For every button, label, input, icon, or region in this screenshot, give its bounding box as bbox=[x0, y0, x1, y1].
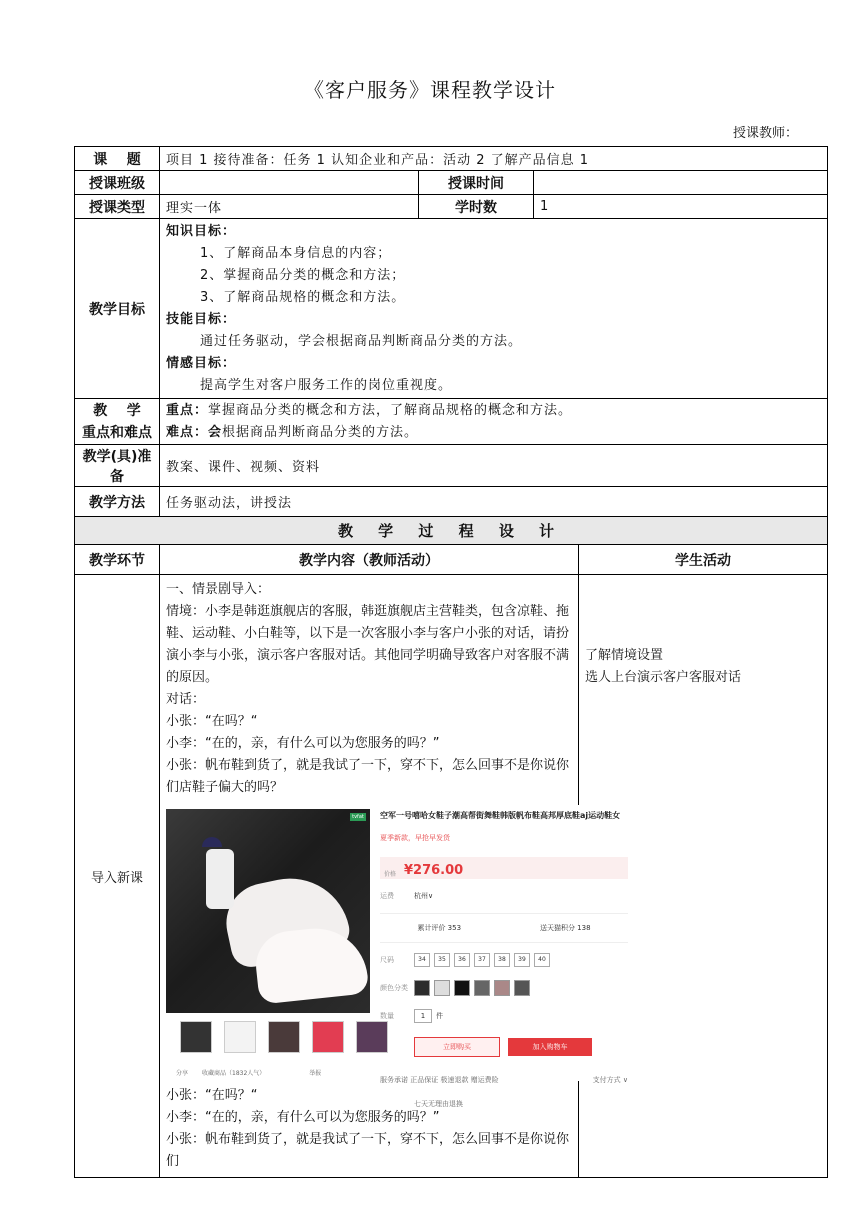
lesson-table bbox=[74, 146, 828, 1178]
share-link[interactable]: 分享 bbox=[176, 1070, 189, 1077]
content-line: 小李：“在的，亲，有什么可以为您服务的吗？” bbox=[166, 736, 440, 751]
product-main-image: tvfat bbox=[166, 809, 370, 1013]
topic-value: 项目 1 接待准备：任务 1 认知企业和产品：活动 2 了解产品信息 1 bbox=[160, 147, 828, 171]
favorite-link[interactable]: 收藏商品（1832人气） bbox=[202, 1070, 266, 1077]
skill-head: 技能目标： bbox=[166, 312, 237, 327]
col-student-header: 学生活动 bbox=[579, 545, 828, 575]
student-line: 了解情境设置 bbox=[585, 648, 664, 663]
class-label: 授课班级 bbox=[75, 171, 160, 195]
knowledge-head: 知识目标： bbox=[166, 224, 237, 239]
size-label: 尺码 bbox=[380, 956, 394, 964]
knowledge-item: 1、了解商品本身信息的内容； bbox=[200, 246, 392, 261]
color-swatch[interactable] bbox=[494, 980, 510, 996]
emotion-head: 情感目标： bbox=[166, 356, 237, 371]
color-swatch[interactable] bbox=[434, 980, 450, 996]
hours-value: 1 bbox=[534, 195, 828, 219]
size-option[interactable]: 39 bbox=[514, 953, 530, 967]
class-value bbox=[160, 171, 419, 195]
key-head: 重点： bbox=[166, 402, 209, 418]
type-value: 理实一体 bbox=[160, 195, 419, 219]
key-label-line2: 重点和难点 bbox=[82, 424, 152, 441]
content-line: 小张：“在吗？“ bbox=[166, 1088, 258, 1103]
col-stage-header: 教学环节 bbox=[75, 545, 160, 575]
content-line: 一、情景剧导入： bbox=[166, 582, 271, 597]
topic-label: 课 题 bbox=[75, 147, 160, 171]
product-price: ¥276.00 bbox=[404, 863, 464, 878]
key-points-label bbox=[75, 399, 160, 445]
time-value bbox=[534, 171, 828, 195]
payment-method[interactable]: 支付方式 ∨ bbox=[592, 1076, 628, 1084]
time-label: 授课时间 bbox=[419, 171, 534, 195]
skill-text: 通过任务驱动，学会根据商品判断商品分类的方法。 bbox=[200, 334, 523, 349]
price-label: 价格 bbox=[384, 871, 397, 878]
size-option[interactable]: 40 bbox=[534, 953, 550, 967]
product-promo: 夏季新款，早抢早发货 bbox=[380, 834, 450, 842]
size-option[interactable]: 38 bbox=[494, 953, 510, 967]
key-text: 掌握商品分类的概念和方法，了解商品规格的概念和方法。 bbox=[208, 402, 573, 418]
type-label: 授课类型 bbox=[75, 195, 160, 219]
content-line: 对话： bbox=[166, 692, 206, 707]
service-promise: 服务承诺 正品保证 极速退款 赠运费险 bbox=[380, 1076, 499, 1084]
hours-label: 学时数 bbox=[419, 195, 534, 219]
color-swatch[interactable] bbox=[474, 980, 490, 996]
product-thumbnails[interactable] bbox=[180, 1021, 388, 1053]
method-value: 任务驱动法，讲授法 bbox=[160, 487, 828, 517]
product-name: 空军一号嘻哈女鞋子潮高帮街舞鞋韩版帆布鞋高邦厚底鞋aj运动鞋女 bbox=[380, 811, 621, 820]
buy-now-button[interactable]: 立即购买 bbox=[414, 1037, 500, 1057]
review-count: 累计评价 353 bbox=[417, 924, 462, 932]
goals-content bbox=[160, 219, 828, 399]
knowledge-item: 2、掌握商品分类的概念和方法； bbox=[200, 268, 406, 283]
student-line: 选人上台演示客户客服对话 bbox=[585, 670, 742, 685]
color-swatch[interactable] bbox=[514, 980, 530, 996]
product-detail-panel bbox=[380, 805, 628, 1108]
ship-label: 运费 bbox=[380, 892, 394, 900]
ship-value[interactable]: 杭州∨ bbox=[414, 892, 434, 900]
knowledge-item: 3、了解商品规格的概念和方法。 bbox=[200, 290, 406, 305]
content-line: 小张：帆布鞋到货了，就是我试了一下，穿不下，怎么回事不是你说你们 bbox=[166, 1132, 570, 1169]
content-line: 小张：“在吗？“ bbox=[166, 714, 258, 729]
report-link[interactable]: 举报 bbox=[309, 1070, 322, 1077]
points-info: 送天猫积分 138 bbox=[539, 924, 591, 932]
key-label-line1: 教 学 bbox=[93, 402, 141, 419]
diff-text: 根据商品判断商品分类的方法。 bbox=[222, 424, 419, 440]
return-policy: 七天无理由退换 bbox=[414, 1100, 463, 1108]
teacher-label: 授课教师： bbox=[732, 126, 798, 141]
page-title: 《客户服务》课程教学设计 bbox=[304, 78, 556, 102]
prep-label: 教学(具)准备 bbox=[75, 445, 160, 487]
size-option[interactable]: 34 bbox=[414, 953, 430, 967]
color-label: 颜色分类 bbox=[380, 984, 408, 992]
content-line: 情境：小李是韩逛旗舰店的客服，韩逛旗舰店主营鞋类，包含凉鞋、拖鞋、运动鞋、小白鞋等，以下是一次客服小李与客户小张的对话，请扮演小李与小张，演示客户客服对话。其他同学明确导致客户对客服不满的原因。 bbox=[166, 604, 570, 685]
color-swatch[interactable] bbox=[414, 980, 430, 996]
qty-input[interactable]: 1 bbox=[414, 1009, 432, 1023]
qty-label: 数量 bbox=[380, 1012, 394, 1020]
prep-value: 教案、课件、视频、资料 bbox=[160, 445, 828, 487]
method-label: 教学方法 bbox=[75, 487, 160, 517]
qty-unit: 件 bbox=[436, 1012, 443, 1020]
content-line: 小李：“在的，亲，有什么可以为您服务的吗？” bbox=[166, 1110, 440, 1125]
content-line: 小张：帆布鞋到货了，就是我试了一下，穿不下，怎么回事不是你说你们店鞋子偏大的吗？ bbox=[166, 758, 570, 795]
size-option[interactable]: 35 bbox=[434, 953, 450, 967]
emotion-text: 提高学生对客户服务工作的岗位重视度。 bbox=[200, 378, 453, 393]
color-swatch[interactable] bbox=[454, 980, 470, 996]
diff-head: 难点：会 bbox=[166, 424, 223, 440]
process-section-title: 教 学 过 程 设 计 bbox=[75, 517, 828, 545]
goals-label: 教学目标 bbox=[75, 219, 160, 399]
add-to-cart-button[interactable]: 加入购物车 bbox=[508, 1038, 592, 1056]
size-option[interactable]: 36 bbox=[454, 953, 470, 967]
key-points-content bbox=[160, 399, 828, 445]
col-content-header: 教学内容（教师活动） bbox=[160, 545, 579, 575]
stage-label: 导入新课 bbox=[75, 575, 160, 1178]
size-option[interactable]: 37 bbox=[474, 953, 490, 967]
